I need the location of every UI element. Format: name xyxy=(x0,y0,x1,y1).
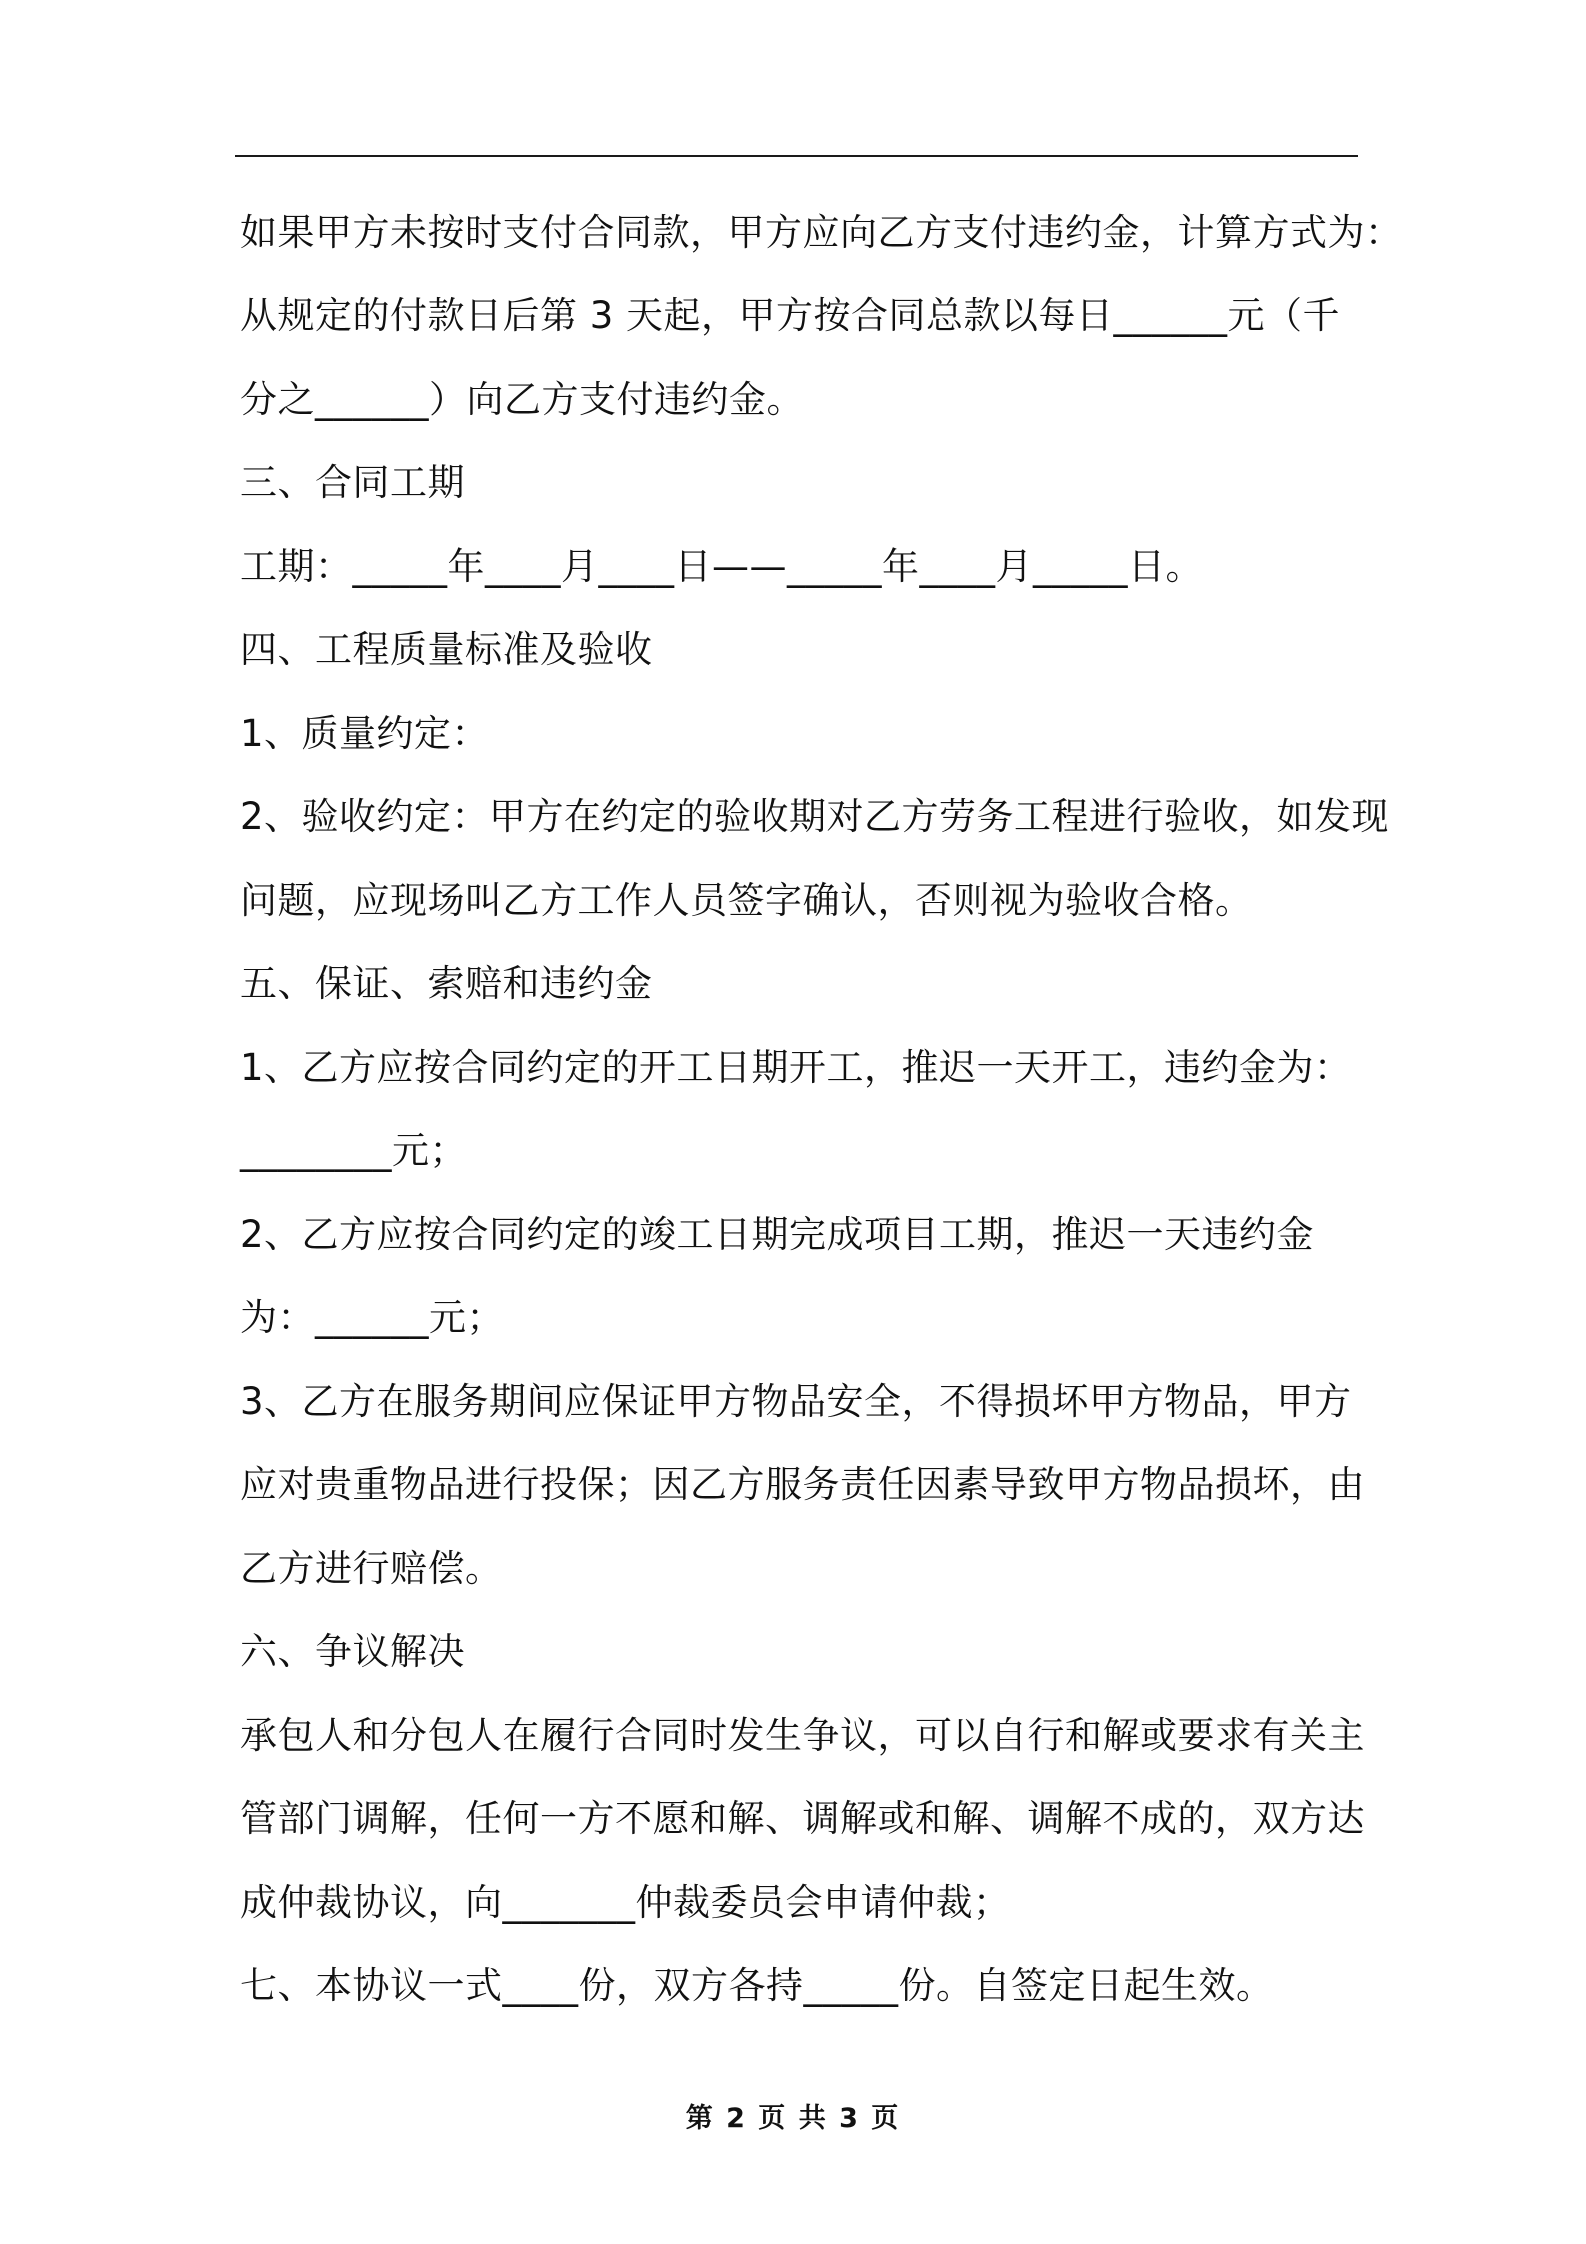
text-line: 工期：_____年____月____日——_____年____月_____日。 xyxy=(240,545,1203,588)
text-line: ________元； xyxy=(240,1129,467,1172)
header-rule xyxy=(235,155,1358,157)
text-line: 七、本协议一式____份，双方各持_____份。自签定日起生效。 xyxy=(240,1964,1274,2007)
text-line: 应对贵重物品进行投保；因乙方服务责任因素导致甲方物品损坏，由 xyxy=(240,1463,1365,1506)
section-heading: 五、保证、索赔和违约金 xyxy=(240,962,653,1005)
text-line: 承包人和分包人在履行合同时发生争议，可以自行和解或要求有关主 xyxy=(240,1714,1365,1757)
text-line: 2、乙方应按合同约定的竣工日期完成项目工期，推迟一天违约金 xyxy=(240,1213,1315,1256)
text-line: 问题，应现场叫乙方工作人员签字确认，否则视为验收合格。 xyxy=(240,879,1253,922)
text-line: 分之______）向乙方支付违约金。 xyxy=(240,378,804,421)
text-line: 如果甲方未按时支付合同款，甲方应向乙方支付违约金，计算方式为： xyxy=(240,211,1403,254)
section-heading: 三、合同工期 xyxy=(240,461,465,504)
text-line: 从规定的付款日后第 3 天起，甲方按合同总款以每日______元（千 xyxy=(240,294,1341,337)
text-line: 1、质量约定： xyxy=(240,712,490,755)
text-line: 乙方进行赔偿。 xyxy=(240,1547,503,1590)
text-line: 为：______元； xyxy=(240,1296,504,1339)
text-line: 管部门调解，任何一方不愿和解、调解或和解、调解不成的，双方达 xyxy=(240,1797,1365,1840)
page-footer: 第 2 页 共 3 页 xyxy=(685,2103,901,2134)
text-line: 3、乙方在服务期间应保证甲方物品安全，不得损坏甲方物品，甲方 xyxy=(240,1380,1352,1423)
text-line: 1、乙方应按合同约定的开工日期开工，推迟一天开工，违约金为： xyxy=(240,1046,1352,1089)
text-line: 成仲裁协议，向_______仲裁委员会申请仲裁； xyxy=(240,1881,1011,1924)
section-heading: 四、工程质量标准及验收 xyxy=(240,628,653,671)
text-line: 2、验收约定：甲方在约定的验收期对乙方劳务工程进行验收，如发现 xyxy=(240,795,1390,838)
section-heading: 六、争议解决 xyxy=(240,1630,465,1673)
